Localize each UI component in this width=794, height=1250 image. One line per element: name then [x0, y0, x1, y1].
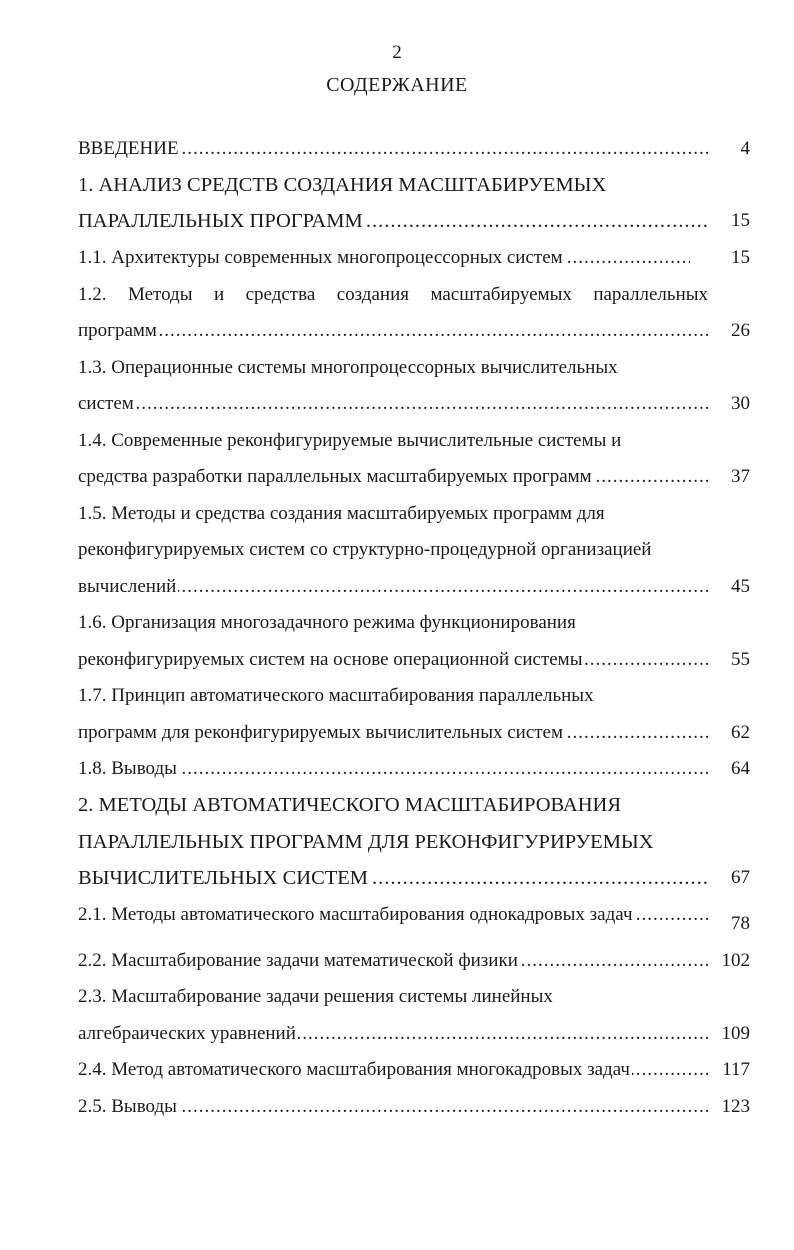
toc-entry-text: 2.5. Выводы: [78, 1096, 177, 1117]
toc-entry-text: 1.3. Операционные системы многопроцессорных вычислительных: [78, 357, 618, 378]
toc-entry-1-2-cont: [78, 319, 708, 343]
toc-entry-1-4-cont: [78, 465, 708, 489]
toc-entry-1-8: [78, 757, 708, 781]
toc-entry-1-3-cont: [78, 392, 708, 416]
toc-page-number: 117: [722, 1059, 750, 1080]
toc-entry-text: вычислений: [78, 576, 177, 597]
toc-entry-1-3: [78, 356, 708, 380]
toc-entry-text: программ для реконфигурируемых вычислительных систем: [78, 722, 564, 743]
toc-page-number: 67: [731, 867, 750, 888]
toc-entry-text: 1.2. Методы и средства создания масштабируемых параллельных: [78, 284, 708, 305]
toc-entry-chapter-1: [78, 173, 708, 197]
toc-entry-1-5-cont: [78, 538, 708, 562]
toc-page-number: 30: [731, 393, 750, 414]
toc-entry-text: программ: [78, 320, 157, 341]
toc-entry-text: 1.6. Организация многозадачного режима функционирования: [78, 612, 576, 633]
toc-page-number: 55: [731, 649, 750, 670]
toc-entry-2-1: [78, 903, 708, 927]
toc-entry-1-6: [78, 611, 708, 635]
toc-entry-text: ПАРАЛЛЕЛЬНЫХ ПРОГРАММ: [78, 210, 363, 232]
toc-entry-chapter-2-cont2: [78, 866, 708, 890]
toc-entry-2-5: [78, 1095, 708, 1119]
toc-entry-text: 1.8. Выводы: [78, 758, 177, 779]
toc-entry-chapter-2-cont: [78, 830, 708, 854]
toc-entry-1-2: [78, 283, 708, 307]
toc-entry-text: алгебраических уравнений: [78, 1023, 296, 1044]
toc-entry-text: 1. АНАЛИЗ СРЕДСТВ СОЗДАНИЯ МАСШТАБИРУЕМЫХ: [78, 174, 607, 196]
toc-page-number: 15: [731, 247, 750, 268]
toc-entry-text: 2.4. Метод автоматического масштабирования многокадровых задач: [78, 1059, 630, 1080]
toc-entry-chapter-2: [78, 793, 708, 817]
toc-entry-text: 2.2. Масштабирование задачи математической физики: [78, 950, 518, 971]
toc-entry-2-4: [78, 1058, 708, 1082]
toc-entry-1-7-cont: [78, 721, 708, 745]
toc-page-number: 123: [721, 1096, 750, 1117]
toc-entry-1-6-cont: [78, 648, 708, 672]
page-number: 2: [392, 42, 402, 63]
toc-page-number: 78: [731, 913, 750, 934]
toc-entry-text: реконфигурируемых систем со структурно-процедурной организацией: [78, 539, 652, 560]
toc-page-number: 15: [731, 210, 750, 231]
toc-entry-1-1: [78, 246, 690, 270]
toc-entry-1-5: [78, 502, 708, 526]
toc-page-number: 26: [731, 320, 750, 341]
toc-page-number: 4: [740, 138, 750, 159]
toc-entry-1-7: [78, 684, 708, 708]
toc-entry-text: 2.3. Масштабирование задачи решения системы линейных: [78, 986, 553, 1007]
toc-entry-text: ВВЕДЕНИЕ: [78, 138, 179, 159]
toc-page-number: 102: [721, 950, 750, 971]
toc-entry-intro: [78, 137, 708, 161]
toc-entry-text: 1.4. Современные реконфигурируемые вычислительные системы и: [78, 430, 622, 451]
toc-entry-text: средства разработки параллельных масштабируемых программ: [78, 466, 592, 487]
page-title: СОДЕРЖАНИЕ: [326, 74, 468, 96]
toc-page-number: 64: [731, 758, 750, 779]
toc-entry-2-3: [78, 985, 708, 1009]
toc-page-number: 45: [731, 576, 750, 597]
toc-entry-text: систем: [78, 393, 134, 414]
toc-entry-2-3-cont: [78, 1022, 708, 1046]
toc-page-number: 109: [721, 1023, 750, 1044]
toc-entry-text: 1.5. Методы и средства создания масштабируемых программ для: [78, 503, 605, 524]
toc-entry-text: 2.1. Методы автоматического масштабирования однокадровых задач: [78, 904, 633, 925]
toc-entry-1-5-cont2: [78, 575, 708, 599]
toc-entry-text: ВЫЧИСЛИТЕЛЬНЫХ СИСТЕМ: [78, 867, 369, 889]
toc-entry-text: 2. МЕТОДЫ АВТОМАТИЧЕСКОГО МАСШТАБИРОВАНИЯ: [78, 794, 622, 816]
toc-page-number: 37: [731, 466, 750, 487]
toc-entry-chapter-1-cont: [78, 209, 708, 233]
toc-page-number: 62: [731, 722, 750, 743]
toc-entry-text: реконфигурируемых систем на основе операционной системы: [78, 649, 583, 670]
toc-entry-text: 1.7. Принцип автоматического масштабирования параллельных: [78, 685, 594, 706]
toc-entry-text: 1.1. Архитектуры современных многопроцессорных систем: [78, 247, 563, 268]
toc-entry-2-2: [78, 949, 708, 973]
toc-entry-text: ПАРАЛЛЕЛЬНЫХ ПРОГРАММ ДЛЯ РЕКОНФИГУРИРУЕМЫХ: [78, 831, 654, 853]
toc-entry-1-4: [78, 429, 708, 453]
